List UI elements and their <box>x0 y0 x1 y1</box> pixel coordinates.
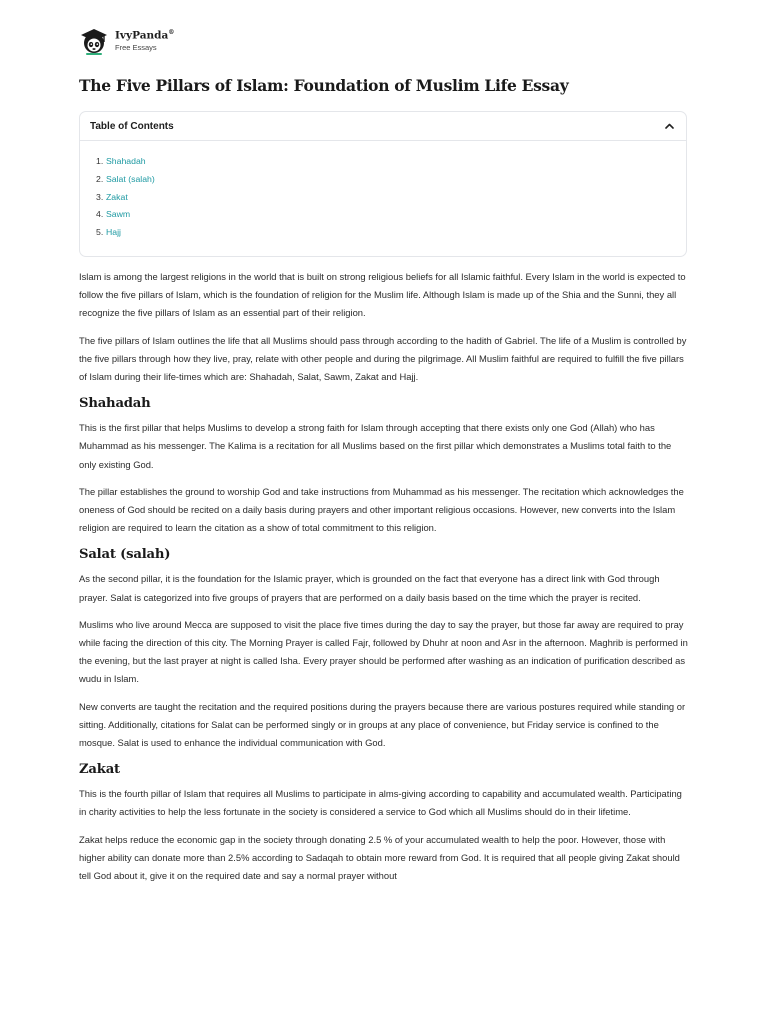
body-paragraph: New converts are taught the recitation and the required positions during the prayers because there are various postures required while standing or sitting. Additionally, citations for Salat can be performed singly or in groups at any place of convenience, but Friday service is confined to the mosque. Salat is used to enhance the individual communication with God. <box>79 700 686 749</box>
toc-link-zakat[interactable]: Zakat <box>106 191 128 202</box>
section-heading-zakat: Zakat <box>79 762 120 778</box>
brand-name: IvyPanda® <box>115 29 175 42</box>
body-paragraph: Zakat helps reduce the economic gap in the society through donating 2.5 % of your accumulated wealth to help the poor. However, those with higher ability can donate more than 2.5% according to Sadaqah to obtain more reward from God. It is required that all people giving Zakat should tell God about it, give it on the required date and say a normal prayer without <box>79 833 680 882</box>
chevron-up-icon[interactable] <box>662 119 676 133</box>
brand-tagline: Free Essays <box>115 43 157 53</box>
toc-link-salat[interactable]: Salat (salah) <box>106 173 155 184</box>
toc-item: 5. Hajj <box>96 227 121 238</box>
body-paragraph: As the second pillar, it is the foundation for the Islamic prayer, which is grounded on the fact that everyone has a direct link with God through prayer. Salat is categorized into five groups of prayers that are performed on a daily basis based on the time which the prayer is recited. <box>79 573 660 603</box>
toc-header[interactable] <box>80 112 686 141</box>
ivypanda-logo-icon[interactable] <box>79 26 109 56</box>
body-paragraph: This is the fourth pillar of Islam that requires all Muslims to participate in alms-giving according to capability and accumulated wealth. Participating in charity activities to help the less fortunate in the society is considered a service to God which all Muslims should do in their lifetime. <box>79 788 682 818</box>
table-of-contents <box>79 111 687 257</box>
intro-paragraph: Islam is among the largest religions in the world that is built on strong religious beliefs for all Islamic faithful. Every Islam in the world is expected to follow the five pillars of Islam, which is the foundation of religion for the Muslim life. Although Islam is made up of the Shia and the Sunni, they all recognize the five pillars of Islam as an essential part of their religion. <box>79 271 686 319</box>
toc-link-shahadah[interactable]: Shahadah <box>106 156 146 166</box>
toc-title: Table of Contents <box>90 120 174 132</box>
body-paragraph: Muslims who live around Mecca are supposed to visit the place five times during the day to say the prayer, but those far away are required to pray while facing the direction of this city. The Morning Prayer is called Fajr, followed by Dhuhr at noon and Asr in the afternoon. Maghrib is performed in the evening, but the last prayer at night is called Isha. Every prayer should be performed after washing as an indication of purification described as wudu in Islam. <box>79 618 688 685</box>
toc-item: 1. Shahadah <box>96 156 146 166</box>
essay-body <box>79 268 689 894</box>
section-heading-shahadah: Shahadah <box>79 396 151 412</box>
toc-item: 2. Salat (salah) <box>96 173 155 184</box>
toc-link-hajj[interactable]: Hajj <box>106 227 121 238</box>
body-paragraph: The pillar establishes the ground to worship God and take instructions from Muhammad as his messenger. The recitation which acknowledges the oneness of God should be recited on a daily basis during prayers and other important religious occasions. However, new converts into the Islam religion are required to learn the citation as a show of total commitment to this religion. <box>79 485 684 534</box>
body-paragraph: This is the first pillar that helps Muslims to develop a strong faith for Islam through accepting that there exists only one God (Allah) who has Muhammad as his messenger. The Kalima is a recitation for all Muslims based on the first pillar which demonstrates a Muslims total faith to the only existing God. <box>79 422 672 470</box>
toc-item: 4. Sawm <box>96 209 131 220</box>
section-heading-salat: Salat (salah) <box>79 547 171 563</box>
brand[interactable] <box>115 30 174 52</box>
intro-paragraph: The five pillars of Islam outlines the life that all Muslims should pass through according to the hadith of Gabriel. The life of a Muslim is controlled by the five pillars through how they live, pray, relate with other people and during the pilgrimage. All Muslim faithful are required to fulfill the five pillars of Islam during their life-times which are: Shahadah, Salat, Sawm, Zakat and Hajj. <box>79 334 687 383</box>
registered-mark: ® <box>168 29 175 37</box>
toc-item: 3. Zakat <box>96 191 128 202</box>
page-title: The Five Pillars of Islam: Foundation of Muslim Life Essay <box>79 76 569 95</box>
site-header <box>79 26 174 56</box>
toc-list <box>80 141 686 242</box>
toc-link-sawm[interactable]: Sawm <box>106 209 131 220</box>
